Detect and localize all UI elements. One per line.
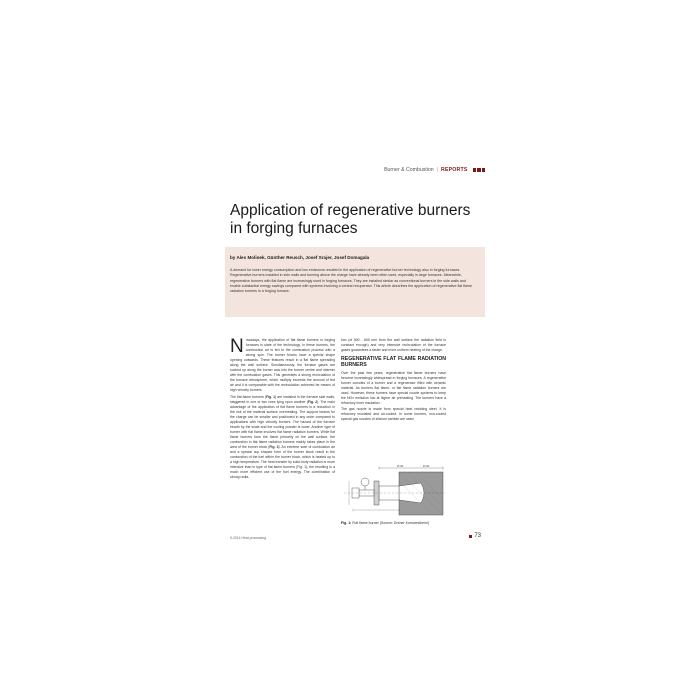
body-paragraph-2 — [230, 395, 335, 481]
figure-caption — [341, 521, 451, 525]
p2c-text: ). The main advantage of the application of flat flame burners is a reduction in the risk of the material surface overheating. The support beams for the charge can be smaller and positioned in any order compared to applications with high velocity burners. The hazard of the furnace hearth by the scale and the cooling powder is lower. Another type of burner with flat flame involves flat flame radiation burners. While flat flame burners form the flame primarily on the wall surface, the combustion in flat flame radiation burners mainly takes place in the area of the burner block ( — [230, 399, 335, 449]
p2d-text: ). An extreme swirl of combustion air and a special cup shaped form of the burner block result in the combustion of the fuel within the burner block, which is heated up to a high temperature. The heat transfer by solid body radiation is more intensive than in type of flat flame burners (Fig. 1), the resulting in a much more efficient use of the fuel energy. The combination of strong radia- — [230, 444, 335, 480]
page-marker-icon — [469, 535, 472, 538]
body-paragraph-4: Over the past few years, regenerative flat flame burners have become increasingly widespread in forging furnaces. A regenerative burner consists of a burner and a regenerator filled with ceramic material. As burners flat flame- or flat flame radiation burners are used. However, these burners have special nozzle systems to keep the NOx emission low at higher air preheating. The burners have a refractory inner insulation. — [341, 370, 446, 405]
p2a-text: The flat flame burners ( — [230, 394, 266, 399]
fig3-ref: Fig. 3 — [269, 444, 279, 449]
dim-label-left: Ø 160 — [397, 466, 404, 469]
dim-label-right: Ø 400 — [423, 466, 430, 469]
header-separator: | — [436, 167, 439, 173]
journal-page — [225, 150, 485, 550]
author-line: by Ales Molinek, Günther Reusch, Josef Srajer, Josef Domagala — [230, 255, 370, 260]
abstract-box — [225, 247, 485, 317]
footer-journal: 5-2014 Heat processing — [230, 536, 267, 540]
section-label: Burner & Combustion — [384, 167, 434, 173]
caption-text: Flat flame burner (Source: Dreher Kornwestheim) — [352, 521, 429, 525]
fig1-ref: Fig. 1 — [265, 394, 276, 399]
article-title: Application of regenerative burners in forging furnaces — [230, 202, 471, 237]
caption-label: Fig. 1: — [341, 521, 352, 525]
p2b-text: ) are installed in the furnace side walls, staggered in one or two rows lying upon another ( — [230, 394, 335, 404]
abstract-text: A demand for lower energy consumption and low emissions resulted in the application of regenerative burner technology also in forging furnaces. Regenerative burners installed in side walls and burning above the charge have already been often used, especially in large furnaces. Meanwhile, regenerative burners with flat flame are increasingly used in forging furnaces. They are installed similar as conventional burners in the side walls and enable substantial energy savings compared with systems involving a central recuperator. This article describes the application of regenerative flat flame radiation burners in a forging furnace. — [230, 268, 473, 294]
drop-cap: N — [230, 336, 244, 357]
left-column — [230, 338, 335, 481]
right-column — [341, 338, 446, 423]
category-label: REPORTS — [441, 167, 468, 173]
section-subheading: REGENERATIVE FLAT FLAME RADIATION BURNERS — [341, 356, 446, 369]
fig2-ref: Fig. 2 — [307, 399, 318, 404]
body-paragraph-1 — [230, 338, 335, 394]
running-head — [384, 167, 485, 173]
page-number: 73 — [474, 533, 481, 539]
body-paragraph-3: tion (of 500 - 600 mm from the wall surface the radiation field is constant enough) and very intensive recirculation of the furnace gases guarantees a faster and more uniform heating of the charge. — [341, 338, 446, 353]
page-number-area — [469, 533, 481, 539]
body-paragraph-5: The gas nozzle is made from special heat resisting steel. It is refractory insulated and air-cooled. In some burners, non-cooled special gas nozzles of silicium carbide are used. — [341, 406, 446, 421]
figure-1-drawing — [341, 464, 446, 519]
burner-technical-drawing — [341, 464, 446, 519]
category-squares-icon — [473, 168, 486, 172]
p1-text: owadays, the application of flat flame burners in forging furnaces is state of the technology. In these burners, the combustion air is fed to the combustion process with a strong spin. The burner blocks have a special shape opening outwards. These features result in a flat flame spreading along the wall surface. Simultaneously, the furnace gases are sucked up along the burner axis into the burner centre and intermix with the combustion gases. This generates a strong recirculation of the furnace atmosphere, which multiply exceeds the amount of fed air and it is comparable with the recirculation achieved be means of high velocity burners. — [230, 338, 335, 393]
